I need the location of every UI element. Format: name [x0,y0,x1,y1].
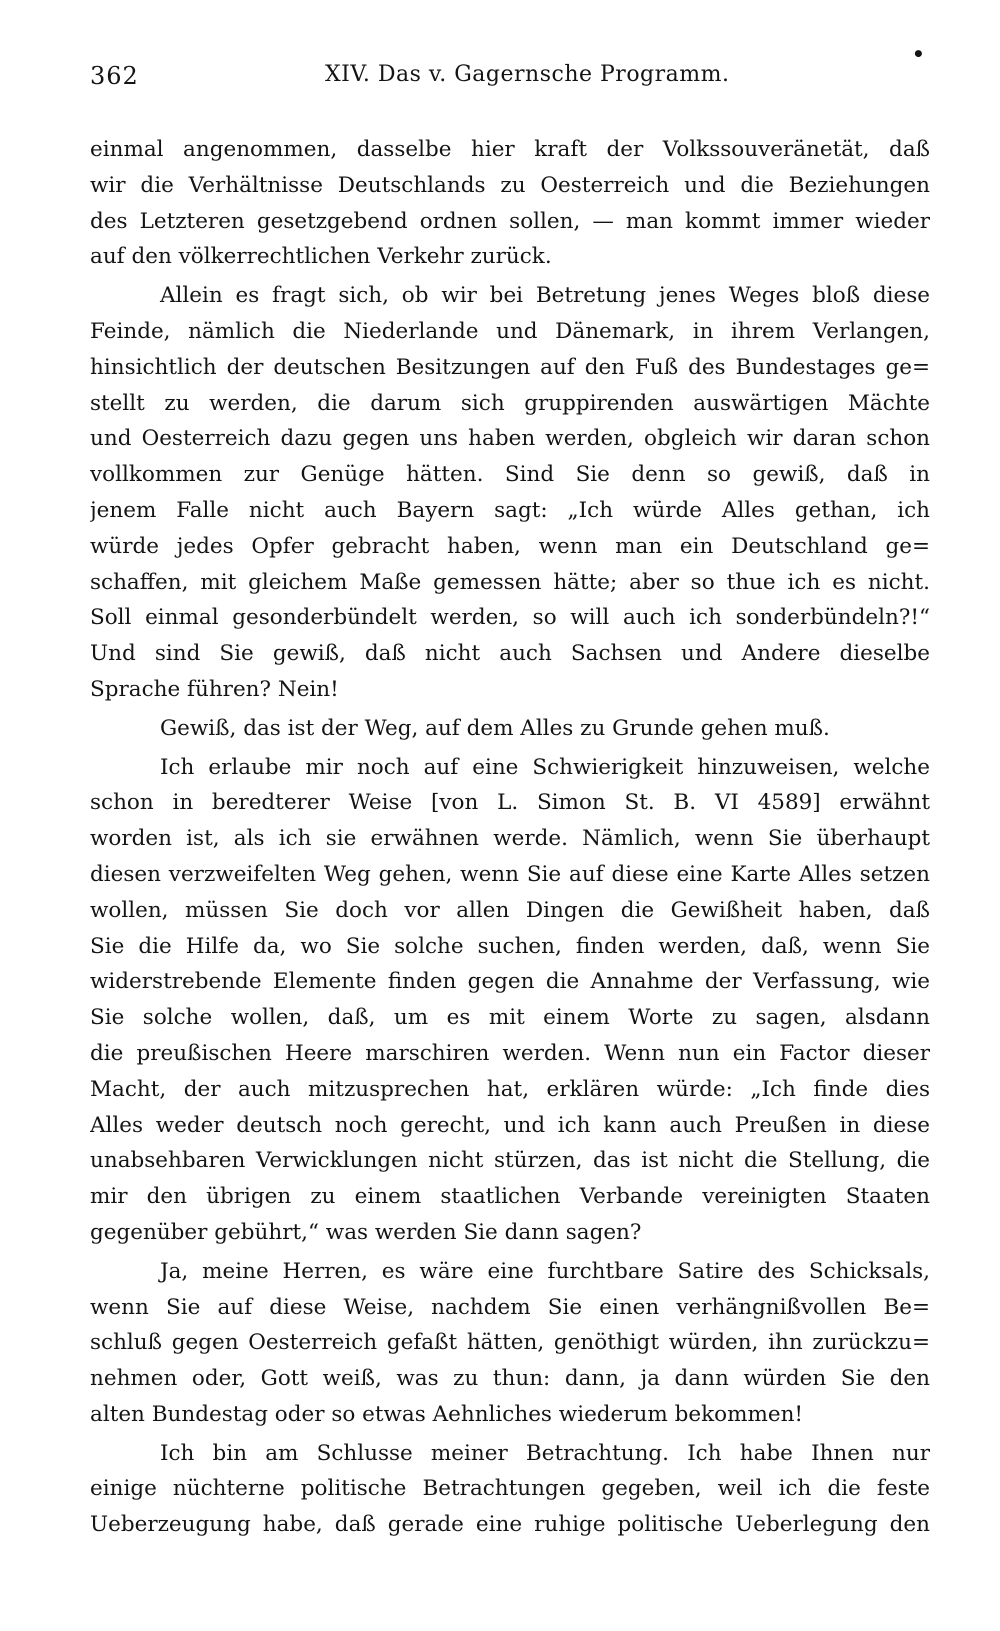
text-line: Feinde, nämlich die Niederlande und Dänemark, in ihrem Verlangen, [90,318,930,344]
text-line: auf den völkerrechtlichen Verkehr zurück. [90,244,552,270]
paragraph [90,132,930,275]
text-line: Ich erlaube mir noch auf eine Schwierigkeit hinzuweisen, welche [160,754,930,780]
text-line: stellt zu werden, die darum sich gruppirenden auswärtigen Mächte [90,390,930,416]
page-number: 362 [90,62,139,90]
paragraph [90,278,930,708]
text-line: worden ist, als ich sie erwähnen werde. Nämlich, wenn Sie überhaupt [90,826,930,852]
text-line: schon in beredterer Weise [von L. Simon St. B. VI 4589] erwähnt [90,790,930,816]
text-line: wir die Verhältnisse Deutschlands zu Oesterreich und die Beziehungen [90,172,930,198]
text-line: nehmen oder, Gott weiß, was zu thun: dann, ja dann würden Sie den [90,1366,930,1392]
running-head: XIV. Das v. Gagernsche Programm. [325,62,730,87]
text-line: Sie solche wollen, daß, um es mit einem Worte zu sagen, alsdann [90,1005,930,1031]
text-line: unabsehbaren Verwicklungen nicht stürzen, das ist nicht die Stellung, die [90,1148,930,1174]
text-line: Ich bin am Schlusse meiner Betrachtung. Ich habe Ihnen nur [160,1440,930,1466]
text-line: jenem Falle nicht auch Bayern sagt: „Ich würde Alles gethan, ich [90,497,930,523]
text-line: Gewiß, das ist der Weg, auf dem Alles zu Grunde gehen muß. [160,715,830,741]
text-line: Sprache führen? Nein! [90,676,339,702]
text-line: wenn Sie auf diese Weise, nachdem Sie einen verhängnißvollen Be= [90,1294,930,1320]
text-line: mir den übrigen zu einem staatlichen Verbande vereinigten Staaten [90,1184,930,1210]
text-line: würde jedes Opfer gebracht haben, wenn man ein Deutschland ge= [90,533,930,559]
paragraph [90,711,930,747]
text-line: Sie die Hilfe da, wo Sie solche suchen, finden werden, daß, wenn Sie [90,933,930,959]
text-line: wollen, müssen Sie doch vor allen Dingen die Gewißheit haben, daß [90,897,930,923]
paragraph [90,1436,930,1543]
text-line: Und sind Sie gewiß, daß nicht auch Sachsen und Andere dieselbe [90,641,930,667]
text-line: vollkommen zur Genüge hätten. Sind Sie denn so gewiß, daß in [90,462,930,488]
page-header [90,42,930,102]
text-line: des Letzteren gesetzgebend ordnen sollen, — man kommt immer wieder [90,208,930,234]
text-line: gegenüber gebührt,“ was werden Sie dann sagen? [90,1219,642,1245]
text-line: schluß gegen Oesterreich gefaßt hätten, genöthigt würden, ihn zurückzu= [90,1330,930,1356]
paragraph [90,750,930,1251]
printer-mark: • [912,42,925,66]
text-line: und Oesterreich dazu gegen uns haben werden, obgleich wir daran schon [90,426,930,452]
text-line: einmal angenommen, dasselbe hier kraft der Volkssouveränetät, daß [90,137,930,162]
text-line: diesen verzweifelten Weg gehen, wenn Sie auf diese eine Karte Alles setzen [90,861,930,887]
text-line: Allein es fragt sich, ob wir bei Betretung jenes Weges bloß diese [160,283,930,309]
text-line: einige nüchterne politische Betrachtungen gegeben, weil ich die feste [90,1476,930,1502]
text-line: die preußischen Heere marschiren werden. Wenn nun ein Factor dieser [90,1040,930,1066]
text-line: Soll einmal gesonderbündelt werden, so will auch ich sonderbündeln?!“ [90,605,930,631]
text-line: schaffen, mit gleichem Maße gemessen hätte; aber so thue ich es nicht. [90,569,930,595]
body-text [90,132,930,1543]
text-line: Ja, meine Herren, es wäre eine furchtbare Satire des Schicksals, [160,1258,930,1284]
paragraph [90,1254,930,1433]
text-line: alten Bundestag oder so etwas Aehnliches wiederum bekommen! [90,1401,804,1427]
text-line: Macht, der auch mitzusprechen hat, erklären würde: „Ich finde dies [90,1076,930,1102]
text-line: Alles weder deutsch noch gerecht, und ich kann auch Preußen in diese [90,1112,930,1138]
text-line: Ueberzeugung habe, daß gerade eine ruhige politische Ueberlegung den [90,1512,930,1538]
text-line: widerstrebende Elemente finden gegen die Annahme der Verfassung, wie [90,969,930,995]
text-line: hinsichtlich der deutschen Besitzungen auf den Fuß des Bundestages ge= [90,354,930,380]
